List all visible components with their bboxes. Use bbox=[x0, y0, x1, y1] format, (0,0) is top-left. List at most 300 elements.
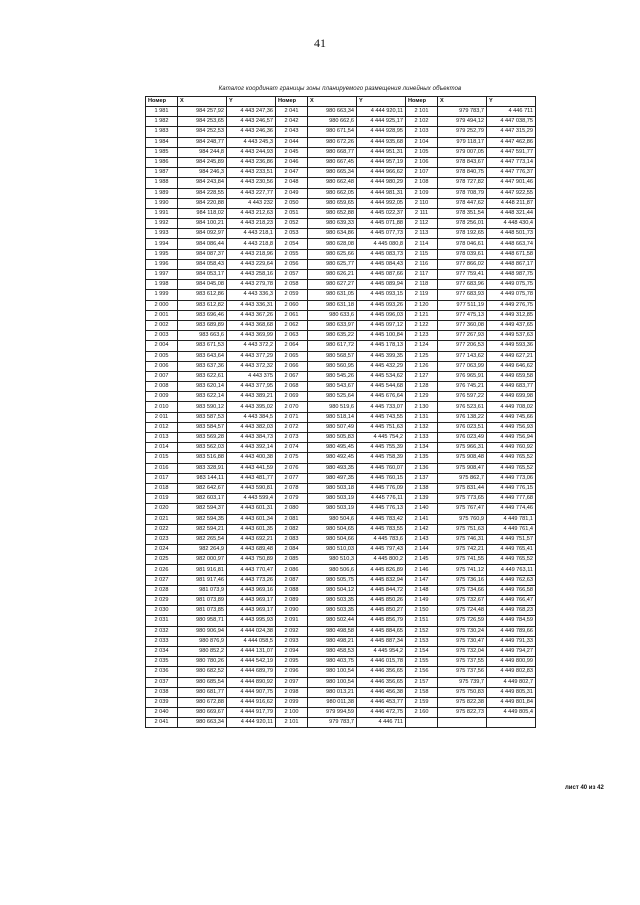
cell-y: 4 445 760,15 bbox=[357, 473, 406, 483]
table-row bbox=[146, 453, 536, 463]
cell-x: 980 495,45 bbox=[308, 443, 357, 453]
cell-y: 4 443 770,47 bbox=[227, 565, 276, 575]
cell-number: 2 049 bbox=[276, 188, 308, 198]
cell-number: 2 015 bbox=[146, 453, 178, 463]
table-row bbox=[146, 555, 536, 565]
cell-number: 2 051 bbox=[276, 208, 308, 218]
cell-x: 984 248,77 bbox=[178, 137, 227, 147]
cell-x: 979 783,7 bbox=[308, 718, 357, 728]
cell-x: 980 685,54 bbox=[178, 677, 227, 687]
cell-number: 2 009 bbox=[146, 392, 178, 402]
cell-number: 2 149 bbox=[406, 596, 438, 606]
cell-x: 980 510,3 bbox=[308, 555, 357, 565]
column-header-number-1: Номер bbox=[146, 97, 178, 107]
cell-x: 979 783,7 bbox=[438, 107, 487, 117]
cell-number: 2 118 bbox=[406, 280, 438, 290]
cell-x: 975 822,38 bbox=[438, 697, 487, 707]
cell-number: 2 091 bbox=[276, 616, 308, 626]
cell-number bbox=[406, 718, 438, 728]
cell-y: 4 443 218,96 bbox=[227, 249, 276, 259]
cell-y: 4 443 692,21 bbox=[227, 534, 276, 544]
cell-x: 982 603,17 bbox=[178, 494, 227, 504]
cell-number: 2 033 bbox=[146, 636, 178, 646]
cell-y: 4 449 802,83 bbox=[487, 667, 536, 677]
cell-y: 4 449 659,58 bbox=[487, 371, 536, 381]
cell-y: 4 443 969,17 bbox=[227, 596, 276, 606]
cell-number: 2 041 bbox=[146, 718, 178, 728]
cell-x: 983 328,91 bbox=[178, 463, 227, 473]
cell-number: 2 021 bbox=[146, 514, 178, 524]
cell-y: 4 445 093,26 bbox=[357, 300, 406, 310]
table-row bbox=[146, 473, 536, 483]
table-row bbox=[146, 320, 536, 330]
table-row bbox=[146, 463, 536, 473]
cell-y: 4 449 802,7 bbox=[487, 677, 536, 687]
cell-number: 2 072 bbox=[276, 422, 308, 432]
cell-y: 4 445 760,07 bbox=[357, 463, 406, 473]
cell-x: 980 669,67 bbox=[178, 708, 227, 718]
cell-number: 2 119 bbox=[406, 290, 438, 300]
cell-x: 983 562,03 bbox=[178, 443, 227, 453]
cell-x: 975 908,47 bbox=[438, 463, 487, 473]
cell-x: 980 852,2 bbox=[178, 646, 227, 656]
cell-y: 4 446 356,65 bbox=[357, 667, 406, 677]
table-row bbox=[146, 534, 536, 544]
cell-x: 975 862,7 bbox=[438, 473, 487, 483]
cell-x: 980 560,95 bbox=[308, 361, 357, 371]
cell-y: 4 449 777,68 bbox=[487, 494, 536, 504]
cell-y: 4 445 776,09 bbox=[357, 483, 406, 493]
cell-y: 4 446 356,65 bbox=[357, 677, 406, 687]
table-row bbox=[146, 657, 536, 667]
cell-x: 980 503,18 bbox=[308, 483, 357, 493]
table-row bbox=[146, 565, 536, 575]
cell-x: 983 696,46 bbox=[178, 310, 227, 320]
cell-y: 4 445 844,72 bbox=[357, 585, 406, 595]
cell-number: 2 116 bbox=[406, 259, 438, 269]
cell-y: 4 449 312,85 bbox=[487, 310, 536, 320]
cell-x: 980 493,35 bbox=[308, 463, 357, 473]
cell-x: 982 642,67 bbox=[178, 483, 227, 493]
cell-y: 4 445 758,39 bbox=[357, 453, 406, 463]
cell-y: 4 449 774,46 bbox=[487, 504, 536, 514]
cell-y: 4 449 784,59 bbox=[487, 616, 536, 626]
cell-number: 2 108 bbox=[406, 178, 438, 188]
cell-y: 4 443 601,35 bbox=[227, 524, 276, 534]
cell-x: 978 192,65 bbox=[438, 229, 487, 239]
cell-number: 2 016 bbox=[146, 463, 178, 473]
table-row bbox=[146, 687, 536, 697]
cell-x: 984 245,89 bbox=[178, 157, 227, 167]
cell-y: 4 449 791,33 bbox=[487, 636, 536, 646]
cell-y: 4 443 233,51 bbox=[227, 168, 276, 178]
cell-y: 4 443 375 bbox=[227, 371, 276, 381]
cell-number: 2 073 bbox=[276, 433, 308, 443]
cell-x: 977 866,02 bbox=[438, 259, 487, 269]
cell-y: 4 449 763,11 bbox=[487, 565, 536, 575]
cell-number: 2 123 bbox=[406, 331, 438, 341]
cell-y: 4 449 766,47 bbox=[487, 596, 536, 606]
cell-number: 2 090 bbox=[276, 606, 308, 616]
cell-y: 4 443 218,23 bbox=[227, 219, 276, 229]
cell-number: 2 131 bbox=[406, 412, 438, 422]
cell-x: 984 244,8 bbox=[178, 147, 227, 157]
cell-y: 4 445 776,13 bbox=[357, 504, 406, 514]
cell-number: 1 999 bbox=[146, 290, 178, 300]
table-row bbox=[146, 626, 536, 636]
table-row bbox=[146, 361, 536, 371]
cell-number: 2 081 bbox=[276, 514, 308, 524]
cell-number: 2 110 bbox=[406, 198, 438, 208]
table-caption: Каталог координат границы зоны планируемого размещения линейных объектов bbox=[218, 86, 462, 92]
cell-x: 980 958,71 bbox=[178, 616, 227, 626]
cell-x: 975 966,31 bbox=[438, 443, 487, 453]
table-row bbox=[146, 239, 536, 249]
cell-x: 984 058,43 bbox=[178, 259, 227, 269]
cell-x: 980 625,66 bbox=[308, 249, 357, 259]
cell-x: 980 780,26 bbox=[178, 657, 227, 667]
cell-y: 4 444 920,11 bbox=[357, 107, 406, 117]
cell-y: 4 443 369,99 bbox=[227, 331, 276, 341]
cell-y: 4 449 794,27 bbox=[487, 646, 536, 656]
cell-y: 4 448 501,73 bbox=[487, 229, 536, 239]
cell-y: 4 445 776,11 bbox=[357, 494, 406, 504]
cell-number: 2 038 bbox=[146, 687, 178, 697]
cell-number: 2 027 bbox=[146, 575, 178, 585]
cell-x: 983 516,88 bbox=[178, 453, 227, 463]
cell-number: 2 031 bbox=[146, 616, 178, 626]
cell-y: 4 449 761,4 bbox=[487, 524, 536, 534]
cell-number: 2 154 bbox=[406, 646, 438, 656]
cell-y: 4 445 832,94 bbox=[357, 575, 406, 585]
table-row bbox=[146, 575, 536, 585]
cell-x: 977 683,96 bbox=[438, 280, 487, 290]
cell-number: 2 087 bbox=[276, 575, 308, 585]
table-row bbox=[146, 494, 536, 504]
cell-number: 2 012 bbox=[146, 422, 178, 432]
cell-y: 4 444 890,92 bbox=[227, 677, 276, 687]
cell-x: 983 663,6 bbox=[178, 331, 227, 341]
cell-x: 976 523,61 bbox=[438, 402, 487, 412]
cell-y: 4 448 867,17 bbox=[487, 259, 536, 269]
cell-x: 975 742,21 bbox=[438, 545, 487, 555]
cell-y: 4 443 227,77 bbox=[227, 188, 276, 198]
cell-y: 4 449 751,57 bbox=[487, 534, 536, 544]
cell-x: 984 246,3 bbox=[178, 168, 227, 178]
cell-x: 980 100,54 bbox=[308, 667, 357, 677]
table-row bbox=[146, 249, 536, 259]
cell-number: 2 036 bbox=[146, 667, 178, 677]
cell-x: 981 073,85 bbox=[178, 606, 227, 616]
cell-x: 982 594,21 bbox=[178, 524, 227, 534]
cell-x: 975 736,16 bbox=[438, 575, 487, 585]
table-row bbox=[146, 718, 536, 728]
table-row bbox=[146, 545, 536, 555]
table-row bbox=[146, 392, 536, 402]
cell-number: 2 064 bbox=[276, 341, 308, 351]
cell-x: 978 843,67 bbox=[438, 157, 487, 167]
cell-y: 4 443 384,5 bbox=[227, 412, 276, 422]
cell-y: 4 445 733,07 bbox=[357, 402, 406, 412]
cell-number: 2 156 bbox=[406, 667, 438, 677]
cell-y: 4 443 395,02 bbox=[227, 402, 276, 412]
cell-x: 975 737,55 bbox=[438, 657, 487, 667]
cell-x: 984 087,37 bbox=[178, 249, 227, 259]
cell-number: 1 985 bbox=[146, 147, 178, 157]
cell-y: 4 443 336,31 bbox=[227, 300, 276, 310]
cell-x: 984 257,92 bbox=[178, 107, 227, 117]
cell-y: 4 443 382,03 bbox=[227, 422, 276, 432]
cell-y: 4 449 437,65 bbox=[487, 320, 536, 330]
cell-y: 4 449 765,52 bbox=[487, 453, 536, 463]
cell-number: 2 122 bbox=[406, 320, 438, 330]
table-row bbox=[146, 677, 536, 687]
cell-y: 4 445 800,2 bbox=[357, 555, 406, 565]
table-row bbox=[146, 585, 536, 595]
table-row bbox=[146, 341, 536, 351]
cell-number: 2 157 bbox=[406, 677, 438, 687]
cell-number: 2 063 bbox=[276, 331, 308, 341]
cell-x: 980 662,48 bbox=[308, 178, 357, 188]
cell-y: 4 445 783,42 bbox=[357, 514, 406, 524]
cell-number: 2 019 bbox=[146, 494, 178, 504]
cell-x: 980 503,35 bbox=[308, 596, 357, 606]
table-row bbox=[146, 208, 536, 218]
cell-y: 4 443 441,59 bbox=[227, 463, 276, 473]
cell-number: 2 136 bbox=[406, 463, 438, 473]
cell-y: 4 443 481,77 bbox=[227, 473, 276, 483]
cell-y: 4 443 969,17 bbox=[227, 606, 276, 616]
cell-y: 4 448 663,74 bbox=[487, 239, 536, 249]
cell-number: 2 155 bbox=[406, 657, 438, 667]
cell-number: 2 075 bbox=[276, 453, 308, 463]
cell-y: 4 449 756,93 bbox=[487, 422, 536, 432]
cell-number: 2 093 bbox=[276, 636, 308, 646]
cell-x: 983 689,89 bbox=[178, 320, 227, 330]
cell-x: 983 671,53 bbox=[178, 341, 227, 351]
cell-number: 2 052 bbox=[276, 219, 308, 229]
cell-number: 2 039 bbox=[146, 697, 178, 707]
column-header-y-1: Y bbox=[227, 97, 276, 107]
table-row bbox=[146, 157, 536, 167]
cell-y: 4 444 935,68 bbox=[357, 137, 406, 147]
cell-y: 4 446 453,77 bbox=[357, 697, 406, 707]
table-row bbox=[146, 606, 536, 616]
cell-number: 1 987 bbox=[146, 168, 178, 178]
table-row bbox=[146, 147, 536, 157]
cell-number: 1 981 bbox=[146, 107, 178, 117]
cell-x: 977 683,93 bbox=[438, 290, 487, 300]
table-header-row bbox=[146, 97, 536, 107]
cell-y: 4 447 773,14 bbox=[487, 157, 536, 167]
cell-number: 1 994 bbox=[146, 239, 178, 249]
cell-number: 2 041 bbox=[276, 107, 308, 117]
cell-y: 4 443 245,3 bbox=[227, 137, 276, 147]
cell-y: 4 443 750,89 bbox=[227, 555, 276, 565]
cell-y: 4 445 100,84 bbox=[357, 331, 406, 341]
cell-y: 4 443 368,68 bbox=[227, 320, 276, 330]
cell-number: 2 024 bbox=[146, 545, 178, 555]
cell-y: 4 449 708,02 bbox=[487, 402, 536, 412]
cell-x: 977 759,41 bbox=[438, 270, 487, 280]
cell-number: 2 133 bbox=[406, 433, 438, 443]
cell-x: 975 732,67 bbox=[438, 596, 487, 606]
cell-x: 980 665,34 bbox=[308, 168, 357, 178]
cell-y: 4 445 884,65 bbox=[357, 626, 406, 636]
cell-y: 4 449 646,62 bbox=[487, 361, 536, 371]
table-row bbox=[146, 290, 536, 300]
cell-x: 975 750,83 bbox=[438, 687, 487, 697]
cell-number: 2 067 bbox=[276, 371, 308, 381]
cell-number: 2 113 bbox=[406, 229, 438, 239]
cell-y: 4 446 711 bbox=[487, 107, 536, 117]
cell-number: 2 062 bbox=[276, 320, 308, 330]
cell-number: 1 989 bbox=[146, 188, 178, 198]
cell-y: 4 444 951,31 bbox=[357, 147, 406, 157]
cell-x: 978 046,61 bbox=[438, 239, 487, 249]
cell-x: 981 917,46 bbox=[178, 575, 227, 585]
table-row bbox=[146, 667, 536, 677]
cell-number: 2 152 bbox=[406, 626, 438, 636]
cell-number: 2 080 bbox=[276, 504, 308, 514]
cell-y: 4 448 671,58 bbox=[487, 249, 536, 259]
table-row bbox=[146, 259, 536, 269]
cell-y: 4 445 676,64 bbox=[357, 392, 406, 402]
cell-x: 980 627,27 bbox=[308, 280, 357, 290]
cell-number: 2 060 bbox=[276, 300, 308, 310]
cell-y: 4 447 922,55 bbox=[487, 188, 536, 198]
cell-number: 2 084 bbox=[276, 545, 308, 555]
cell-y: 4 449 627,21 bbox=[487, 351, 536, 361]
cell-x: 975 822,73 bbox=[438, 708, 487, 718]
cell-y: 4 443 969,16 bbox=[227, 585, 276, 595]
table-row bbox=[146, 422, 536, 432]
cell-y: 4 444 992,05 bbox=[357, 198, 406, 208]
cell-x: 980 458,53 bbox=[308, 646, 357, 656]
cell-x: 976 597,22 bbox=[438, 392, 487, 402]
table-row bbox=[146, 107, 536, 117]
cell-x: 980 671,54 bbox=[308, 127, 357, 137]
cell-y: 4 443 230,56 bbox=[227, 178, 276, 188]
cell-y: 4 445 797,43 bbox=[357, 545, 406, 555]
cell-y: 4 445 783,6 bbox=[357, 534, 406, 544]
cell-y: 4 443 246,57 bbox=[227, 117, 276, 127]
cell-y: 4 444 131,07 bbox=[227, 646, 276, 656]
cell-x: 978 447,62 bbox=[438, 198, 487, 208]
cell-x: 980 633,97 bbox=[308, 320, 357, 330]
cell-y: 4 443 392,14 bbox=[227, 443, 276, 453]
cell-y: 4 444 917,79 bbox=[227, 708, 276, 718]
column-header-y-2: Y bbox=[357, 97, 406, 107]
cell-y: 4 444 689,79 bbox=[227, 667, 276, 677]
cell-number: 2 059 bbox=[276, 290, 308, 300]
cell-number: 2 094 bbox=[276, 646, 308, 656]
cell-x: 982 265,54 bbox=[178, 534, 227, 544]
cell-y: 4 443 236,86 bbox=[227, 157, 276, 167]
table-row bbox=[146, 636, 536, 646]
cell-number: 2 130 bbox=[406, 402, 438, 412]
cell-y: 4 443 590,81 bbox=[227, 483, 276, 493]
cell-number: 2 011 bbox=[146, 412, 178, 422]
cell-number: 2 141 bbox=[406, 514, 438, 524]
cell-y: 4 445 954,2 bbox=[357, 646, 406, 656]
cell-x: 977 143,62 bbox=[438, 351, 487, 361]
column-header-x-3: X bbox=[438, 97, 487, 107]
cell-number: 2 044 bbox=[276, 137, 308, 147]
cell-number: 2 101 bbox=[276, 718, 308, 728]
cell-y: 4 449 745,66 bbox=[487, 412, 536, 422]
cell-number: 2 100 bbox=[276, 708, 308, 718]
cell-y: 4 449 776,15 bbox=[487, 483, 536, 493]
cell-number: 2 132 bbox=[406, 422, 438, 432]
table-row bbox=[146, 524, 536, 534]
cell-y: 4 447 901,46 bbox=[487, 178, 536, 188]
cell-y: 4 443 244,93 bbox=[227, 147, 276, 157]
cell-x: 975 734,66 bbox=[438, 585, 487, 595]
cell-number: 2 153 bbox=[406, 636, 438, 646]
cell-y bbox=[487, 718, 536, 728]
sheet-label: лист 40 из 42 bbox=[565, 785, 604, 791]
cell-number: 1 996 bbox=[146, 259, 178, 269]
cell-x: 980 668,77 bbox=[308, 147, 357, 157]
cell-number: 2 047 bbox=[276, 168, 308, 178]
cell-number: 2 010 bbox=[146, 402, 178, 412]
cell-x: 980 525,64 bbox=[308, 392, 357, 402]
cell-number: 2 139 bbox=[406, 494, 438, 504]
cell-y: 4 448 321,44 bbox=[487, 208, 536, 218]
cell-y: 4 443 372,32 bbox=[227, 361, 276, 371]
cell-y: 4 447 776,37 bbox=[487, 168, 536, 178]
cell-number: 2 069 bbox=[276, 392, 308, 402]
cell-x: 977 206,53 bbox=[438, 341, 487, 351]
cell-x: 975 831,44 bbox=[438, 483, 487, 493]
cell-number: 2 124 bbox=[406, 341, 438, 351]
cell-x: 980 503,35 bbox=[308, 606, 357, 616]
column-header-y-3: Y bbox=[487, 97, 536, 107]
cell-x: 978 351,54 bbox=[438, 208, 487, 218]
cell-number: 2 134 bbox=[406, 443, 438, 453]
cell-y: 4 446 711 bbox=[357, 718, 406, 728]
cell-y: 4 443 995,93 bbox=[227, 616, 276, 626]
cell-y: 4 445 751,63 bbox=[357, 422, 406, 432]
table-row bbox=[146, 229, 536, 239]
page-number: 41 bbox=[314, 36, 326, 50]
cell-y: 4 445 856,79 bbox=[357, 616, 406, 626]
cell-x: 981 916,81 bbox=[178, 565, 227, 575]
cell-x: 983 637,36 bbox=[178, 361, 227, 371]
cell-x: 977 063,99 bbox=[438, 361, 487, 371]
cell-x: 984 243,84 bbox=[178, 178, 227, 188]
cell-y: 4 444 024,38 bbox=[227, 626, 276, 636]
table-row bbox=[146, 443, 536, 453]
cell-y: 4 443 689,48 bbox=[227, 545, 276, 555]
cell-x: 980 504,65 bbox=[308, 524, 357, 534]
cell-number: 2 104 bbox=[406, 137, 438, 147]
cell-number: 2 088 bbox=[276, 585, 308, 595]
cell-y: 4 449 765,52 bbox=[487, 555, 536, 565]
table-row bbox=[146, 178, 536, 188]
cell-number: 2 035 bbox=[146, 657, 178, 667]
cell-y: 4 445 887,34 bbox=[357, 636, 406, 646]
cell-number: 2 150 bbox=[406, 606, 438, 616]
cell-y: 4 449 683,77 bbox=[487, 382, 536, 392]
cell-number: 1 998 bbox=[146, 280, 178, 290]
cell-y: 4 445 087,66 bbox=[357, 270, 406, 280]
cell-y: 4 448 430,4 bbox=[487, 219, 536, 229]
cell-x: 980 635,22 bbox=[308, 331, 357, 341]
cell-x: 980 518,14 bbox=[308, 412, 357, 422]
cell-y: 4 448 987,75 bbox=[487, 270, 536, 280]
